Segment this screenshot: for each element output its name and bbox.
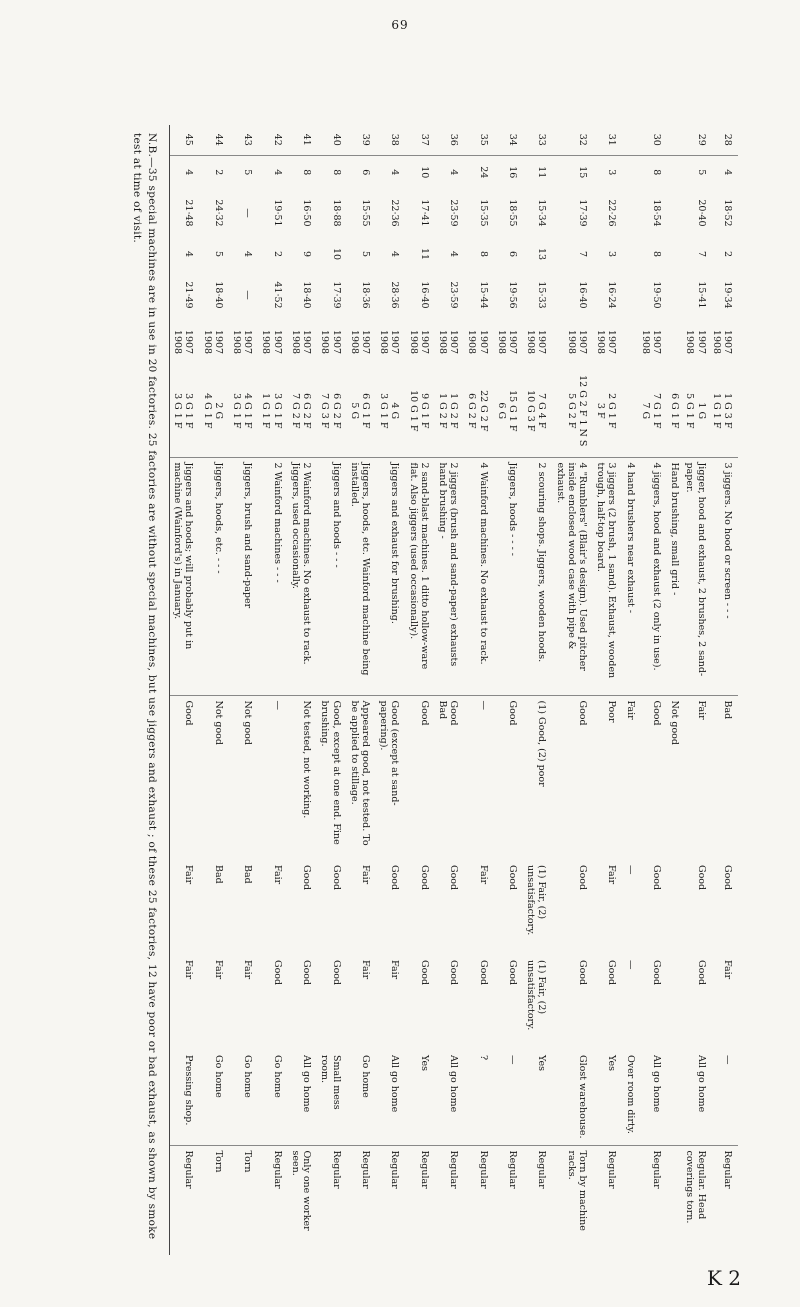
cell-grades: 22 G 2 F 6 G 2 F: [466, 390, 489, 432]
page-number: 69: [391, 18, 409, 32]
cell-no: 32: [552, 125, 593, 155]
cell-efficiency: —: [258, 695, 287, 860]
cell-no: 30: [638, 125, 667, 155]
cell-efficiency: Good Bad: [435, 695, 464, 860]
cell-meals: Go home: [271, 1055, 283, 1098]
cell-g1: Good: [506, 865, 518, 891]
cell-c: 4: [170, 237, 200, 271]
cell-desc: 4 jiggers, hood and exhaust (2 only in use).: [638, 457, 667, 695]
cell-g2: Good: [330, 960, 342, 986]
rotated-table-block: [48, 125, 738, 1255]
cell-years: 1907 1908: [289, 329, 313, 355]
cell-years: 1907 1908: [639, 329, 662, 355]
cell-desc: 3 jiggers (2 brush, 1 sand). Exhaust, wooden trough, half-top board.: [593, 457, 622, 695]
cell-years: 1907 1908: [407, 329, 430, 355]
table-row: [170, 125, 200, 1255]
cell-d: 28·36: [389, 281, 401, 309]
cell-c: 9: [301, 250, 313, 258]
cell-a: 24: [477, 166, 489, 179]
cell-cleaning: Regular: [709, 1145, 738, 1255]
cell-c: 7: [576, 250, 588, 258]
cell-meals: ?: [477, 1055, 489, 1061]
cell-efficiency: Good: [552, 695, 593, 860]
cell-c: 13: [536, 247, 548, 261]
cell-grades: 2 G 1 F 3 F: [595, 393, 618, 429]
cell-b: 18·55: [506, 199, 518, 227]
cell-b: 18·52: [722, 199, 733, 227]
cell-b: 24·32: [212, 199, 224, 227]
cell-g2: Good: [477, 960, 489, 986]
cell-grades: 1 G 3 F 1 G 1 F: [710, 393, 733, 429]
cell-b: 22·36: [389, 199, 401, 227]
cell-no: 31: [593, 125, 622, 155]
cell-no: 41: [288, 125, 317, 155]
cell-years: 1907 1908: [525, 329, 548, 355]
cell-years: 1907 1908: [201, 329, 224, 355]
table-row: [494, 125, 523, 1255]
cell-efficiency: Not tested, not working.: [288, 695, 317, 860]
cell-desc: Jiggers, brush and sand-paper: [229, 457, 258, 695]
cell-d: 15·44: [477, 281, 489, 309]
cell-years: 1907 1908: [378, 329, 401, 355]
table-row: [523, 125, 552, 1255]
cell-grades: 9 G 1 F 10 G 1 F: [407, 390, 430, 432]
cell-c: 2: [722, 250, 733, 258]
cell-d: 16·24: [606, 281, 618, 309]
cell-grades: 12 G 2 F 1 N S 5 G 2 F: [565, 375, 588, 447]
cell-years: 1907 1908: [319, 329, 342, 355]
cell-desc: 4 "Rumblers" (Blair's design). Used pitcher inside enclosed wood case with pipe & exhaust.: [552, 457, 593, 695]
cell-g1: Fair: [170, 860, 200, 955]
cell-c: 5: [359, 250, 371, 258]
cell-c: [622, 237, 637, 271]
cell-cleaning: Torn: [229, 1145, 258, 1255]
cell-g1: Bad: [242, 865, 254, 884]
cell-meals: All go home: [389, 1055, 401, 1113]
cell-desc: Jigger, hood and exhaust, 2 brushes, 2 sand-paper.: [682, 457, 708, 695]
cell-no: 36: [435, 125, 464, 155]
cell-a: 4: [448, 169, 460, 176]
cell-g2: Good: [448, 960, 460, 986]
cell-grades: 4 G 3 G 1 F: [378, 393, 401, 429]
cell-g2: Good: [418, 960, 430, 986]
cell-g2: Fair: [359, 960, 371, 980]
cell-d: 16·40: [576, 281, 588, 309]
cell-d: 17·39: [330, 281, 342, 309]
table-row: [229, 125, 258, 1255]
cell-b: 18·88: [330, 199, 342, 227]
cell-years: 1907 1908: [170, 319, 200, 365]
cell-desc: 3 jiggers. No hood or screen - - -: [709, 457, 738, 695]
ledger-body: [170, 125, 738, 1255]
cell-no: 33: [523, 125, 552, 155]
cell-cleaning: Regular: [638, 1145, 667, 1255]
cell-grades: [622, 365, 637, 457]
cell-cleaning: Torn: [199, 1145, 228, 1255]
cell-no: 39: [347, 125, 376, 155]
cell-a: 2: [212, 169, 224, 176]
cell-grades: 4 G 1 F 3 G 1 F: [231, 393, 254, 429]
cell-cleaning: Regular: [317, 1145, 346, 1255]
cell-cleaning: Torn by machine racks.: [552, 1145, 593, 1255]
cell-g1: Good: [722, 865, 733, 891]
cell-years: 1907 1908: [595, 329, 618, 355]
cell-efficiency: (1) Good, (2) poor: [523, 695, 552, 860]
cell-a: 3: [606, 169, 618, 176]
ledger-table: [169, 125, 738, 1255]
cell-a: 4: [722, 169, 733, 176]
cell-no: 37: [405, 125, 434, 155]
cell-g2: Good: [271, 960, 283, 986]
cell-g2: Good: [576, 960, 588, 986]
cell-grades: 3 G 1 F 1 G 1 F: [260, 393, 283, 429]
cell-cleaning: Regular: [405, 1145, 434, 1255]
cell-g2: —: [624, 960, 636, 970]
cell-efficiency: Bad: [709, 695, 738, 860]
cell-g1: (1) Fair, (2) unsatisfactory.: [525, 865, 548, 936]
cell-g2: Fair: [170, 955, 200, 1050]
cell-grades: 15 G 1 F 6 G: [495, 390, 518, 432]
cell-d: 19·50: [650, 281, 662, 309]
cell-b: 17·39: [576, 199, 588, 227]
cell-a: 4: [170, 155, 200, 189]
cell-g2: [667, 955, 682, 1050]
cell-desc: 2 Wainford machines. No exhaust to rack. Jiggers, used occasionally.: [288, 457, 317, 695]
cell-c: 6: [506, 250, 518, 258]
cell-desc: 2 scouring shops. Jiggers, wooden hoods.: [523, 457, 552, 695]
table-row: [435, 125, 464, 1255]
cell-cleaning: Regular: [435, 1145, 464, 1255]
cell-a: 4: [271, 169, 283, 176]
table-row: [622, 125, 637, 1255]
cell-desc: 4 hand brushers near exhaust -: [622, 457, 637, 695]
cell-d: [667, 271, 682, 319]
cell-d: 18·40: [301, 281, 313, 309]
cell-no: 28: [709, 125, 738, 155]
cell-g1: Good: [695, 865, 707, 891]
cell-d: 18·40: [212, 281, 224, 309]
cell-c: 11: [418, 247, 430, 261]
cell-no: [667, 125, 682, 155]
cell-d: 18·36: [359, 281, 371, 309]
cell-no: 43: [229, 125, 258, 155]
cell-desc: Jiggers and hoods - - -: [317, 457, 346, 695]
cell-desc: 2 jiggers (brush and sand-paper) exhausts hand brushing -: [435, 457, 464, 695]
cell-g1: Good: [650, 865, 662, 891]
cell-meals: Small mess room.: [319, 1055, 342, 1110]
cell-years: 1907 1908: [495, 329, 518, 355]
cell-no: 38: [376, 125, 405, 155]
cell-efficiency: —: [464, 695, 493, 860]
cell-years: 1907 1908: [565, 329, 588, 355]
cell-g1: Good: [389, 865, 401, 891]
cell-d: 21·49: [170, 271, 200, 319]
cell-d: 16·40: [418, 281, 430, 309]
cell-meals: —: [506, 1055, 518, 1065]
cell-meals: Glost warehouse.: [576, 1055, 588, 1139]
cell-b: 19·51: [271, 199, 283, 227]
cell-years: 1907 1908: [260, 329, 283, 355]
cell-a: 11: [536, 166, 548, 179]
cell-g1: Bad: [212, 865, 224, 884]
cell-no: 44: [199, 125, 228, 155]
cell-g2: Fair: [242, 960, 254, 980]
cell-g1: Good: [301, 865, 313, 891]
table-row: [593, 125, 622, 1255]
cell-no: 45: [170, 125, 200, 155]
cell-desc: Jiggers, hoods, etc. Wainford machine being installed.: [347, 457, 376, 695]
cell-d: 19·56: [506, 281, 518, 309]
cell-g1: Good: [448, 865, 460, 891]
cell-b: 17·41: [418, 199, 430, 227]
cell-cleaning: [622, 1145, 637, 1255]
cell-c: 2: [271, 250, 283, 258]
cell-b: 16·50: [301, 199, 313, 227]
cell-meals: Go home: [359, 1055, 371, 1098]
cell-a: 6: [359, 169, 371, 176]
cell-a: 8: [301, 169, 313, 176]
footnote: N.B.—35 special machines are in use in 20 factories. 25 factories are without special machines, but use jiggers and exhaust ; of these 25 factories, 12 have poor or bad exhaust, as shown by smoke test at time of visit.: [131, 133, 159, 1240]
cell-efficiency: Good, except at one end. Fine brushing.: [317, 695, 346, 860]
cell-meals: Go home: [212, 1055, 224, 1098]
cell-meals: Pressing shop.: [170, 1050, 200, 1145]
cell-cleaning: Regular. Head coverings torn.: [682, 1145, 708, 1255]
cell-efficiency: Fair: [682, 695, 708, 860]
cell-no: 35: [464, 125, 493, 155]
cell-no: 34: [494, 125, 523, 155]
cell-b: [667, 189, 682, 237]
cell-cleaning: Regular: [593, 1145, 622, 1255]
cell-c: 7: [695, 250, 707, 258]
cell-d: 15·41: [695, 281, 707, 309]
cell-d: 15·33: [536, 281, 548, 309]
cell-g1: Good: [330, 865, 342, 891]
cell-b: 21·48: [170, 189, 200, 237]
cell-a: 8: [330, 169, 342, 176]
cell-cleaning: Regular: [523, 1145, 552, 1255]
cell-d: 19·34: [722, 281, 733, 309]
cell-years: 1907 1908: [436, 329, 460, 355]
cell-efficiency: Appeared good, not tested. To be applied to stillage.: [347, 695, 376, 860]
cell-c: 10: [330, 247, 342, 261]
cell-meals: [667, 1050, 682, 1145]
cell-b: 15·34: [536, 199, 548, 227]
cell-no: [622, 125, 637, 155]
cell-desc: 2 Wainford machines - - -: [258, 457, 287, 695]
cell-desc: Jiggers and hoods; will probably put in machine (Wainford's) in January.: [170, 457, 200, 695]
cell-cleaning: Regular: [494, 1145, 523, 1255]
table-row: [288, 125, 317, 1255]
cell-no: 29: [682, 125, 708, 155]
cell-b: 15·55: [359, 199, 371, 227]
cell-a: 16: [506, 166, 518, 179]
cell-g2: (1) Fair, (2) unsatisfactory.: [525, 960, 548, 1031]
cell-c: 8: [650, 250, 662, 258]
cell-efficiency: Good: [494, 695, 523, 860]
cell-d: [622, 271, 637, 319]
cell-b: —: [242, 208, 254, 218]
cell-desc: 2 sand-blast machines. 1 ditto hollow-ware flat. Also jiggers (used occasionally).: [405, 457, 434, 695]
cell-b: 15·35: [477, 199, 489, 227]
cell-meals: Yes: [418, 1055, 430, 1071]
table-row: [405, 125, 434, 1255]
cell-g1: Fair: [359, 865, 371, 885]
table-row: [376, 125, 405, 1255]
cell-desc: Jiggers and exhaust for brushing.: [376, 457, 405, 695]
cell-cleaning: Regular: [376, 1145, 405, 1255]
cell-no: 42: [258, 125, 287, 155]
cell-d: —: [242, 290, 254, 300]
cell-efficiency: Not good: [199, 695, 228, 860]
table-row: [667, 125, 682, 1255]
cell-years: 1907 1908: [231, 329, 254, 355]
cell-meals: Yes: [606, 1055, 618, 1071]
cell-cleaning: Regular: [170, 1145, 200, 1255]
cell-cleaning: Regular: [258, 1145, 287, 1255]
cell-a: [622, 155, 637, 189]
cell-g1: [667, 860, 682, 955]
cell-g1: Good: [418, 865, 430, 891]
cell-meals: Go home: [242, 1055, 254, 1098]
cell-a: 4: [389, 169, 401, 176]
cell-efficiency: Good: [170, 695, 200, 860]
table-row: [464, 125, 493, 1255]
cell-c: 4: [389, 250, 401, 258]
cell-g2: Fair: [212, 960, 224, 980]
cell-cleaning: Regular: [347, 1145, 376, 1255]
cell-c: [667, 237, 682, 271]
cell-efficiency: Good: [638, 695, 667, 860]
table-row: [552, 125, 593, 1255]
cell-desc: Jiggers, hoods, etc. - - -: [199, 457, 228, 695]
cell-meals: All go home: [448, 1055, 460, 1113]
cell-c: 4: [242, 250, 254, 258]
cell-g2: Fair: [389, 960, 401, 980]
cell-years: 1907 1908: [466, 329, 489, 355]
cell-grades: 3 G 1 F 3 G 1 F: [170, 365, 200, 457]
cell-cleaning: [667, 1145, 682, 1255]
cell-b: 18·54: [650, 199, 662, 227]
cell-c: 5: [212, 250, 224, 258]
cell-grades: 2 G 4 G 1 F: [201, 393, 224, 429]
cell-efficiency: Good (except at sand-papering).: [376, 695, 405, 860]
cell-g2: Good: [506, 960, 518, 986]
cell-desc: 4 Wainford machines. No exhaust to rack.: [464, 457, 493, 695]
cell-grades: 6 G 1 F: [669, 393, 681, 429]
cell-meals: —: [722, 1055, 733, 1065]
cell-a: 5: [242, 169, 254, 176]
cell-years: 1907 1908: [348, 329, 371, 355]
cell-meals: Over room dirty.: [624, 1055, 636, 1134]
cell-g2: Fair: [722, 960, 733, 980]
table-row: [347, 125, 376, 1255]
cell-grades: 7 G 4 F 10 G 3 F: [525, 390, 548, 432]
cell-g2: Good: [695, 960, 707, 986]
table-row: [258, 125, 287, 1255]
cell-d: 23·59: [448, 281, 460, 309]
table-row: [199, 125, 228, 1255]
table-row: [317, 125, 346, 1255]
cell-years: [667, 319, 682, 365]
cell-efficiency: Good: [405, 695, 434, 860]
cell-g2: Good: [606, 960, 618, 986]
cell-g2: Good: [650, 960, 662, 986]
table-row: [709, 125, 738, 1255]
cell-no: 40: [317, 125, 346, 155]
cell-a: 8: [650, 169, 662, 176]
cell-g1: —: [624, 865, 636, 875]
cell-desc: Jiggers, hoods - - - -: [494, 457, 523, 695]
cell-years: [622, 319, 637, 365]
cell-grades: 6 G 1 F 5 G: [348, 393, 371, 429]
cell-d: 41·52: [271, 281, 283, 309]
cell-cleaning: Only one worker seen.: [288, 1145, 317, 1255]
cell-meals: All go home: [695, 1055, 707, 1113]
cell-meals: All go home: [301, 1055, 313, 1113]
cell-years: 1907 1908: [710, 329, 733, 355]
cell-grades: 7 G 1 F 7 G: [639, 393, 662, 429]
cell-c: 4: [448, 250, 460, 258]
cell-grades: 6 G 2 F 7 G 3 F: [319, 393, 342, 429]
cell-a: 5: [695, 169, 707, 176]
cell-g1: Good: [576, 865, 588, 891]
cell-b: 23·59: [448, 199, 460, 227]
table-row: [682, 125, 708, 1255]
cell-years: 1907 1908: [684, 329, 707, 355]
cell-c: 8: [477, 250, 489, 258]
cell-g1: Fair: [606, 865, 618, 885]
cell-cleaning: Regular: [464, 1145, 493, 1255]
cell-efficiency: Not good: [229, 695, 258, 860]
cell-a: [667, 155, 682, 189]
cell-efficiency: Poor: [593, 695, 622, 860]
cell-g2: Good: [301, 960, 313, 986]
cell-b: 20·40: [695, 199, 707, 227]
cell-a: 15: [576, 166, 588, 179]
cell-b: [622, 189, 637, 237]
cell-grades: 6 G 2 F 7 G 2 F: [289, 393, 313, 429]
cell-g1: Fair: [477, 865, 489, 885]
cell-desc: Hand brushing, small grid -: [667, 457, 682, 695]
cell-grades: 1 G 2 F 1 G 2 F: [436, 393, 460, 429]
signature-mark: K 2: [707, 1266, 742, 1290]
cell-efficiency: Fair: [622, 695, 637, 860]
table-row: [638, 125, 667, 1255]
cell-efficiency: Not good: [667, 695, 682, 860]
cell-meals: All go home: [650, 1055, 662, 1113]
cell-meals: Yes: [536, 1055, 548, 1071]
cell-a: 10: [418, 166, 430, 179]
cell-grades: 1 G 5 G 1 F: [684, 393, 707, 429]
cell-b: 22·26: [606, 199, 618, 227]
cell-g1: Fair: [271, 865, 283, 885]
cell-c: 3: [606, 250, 618, 258]
